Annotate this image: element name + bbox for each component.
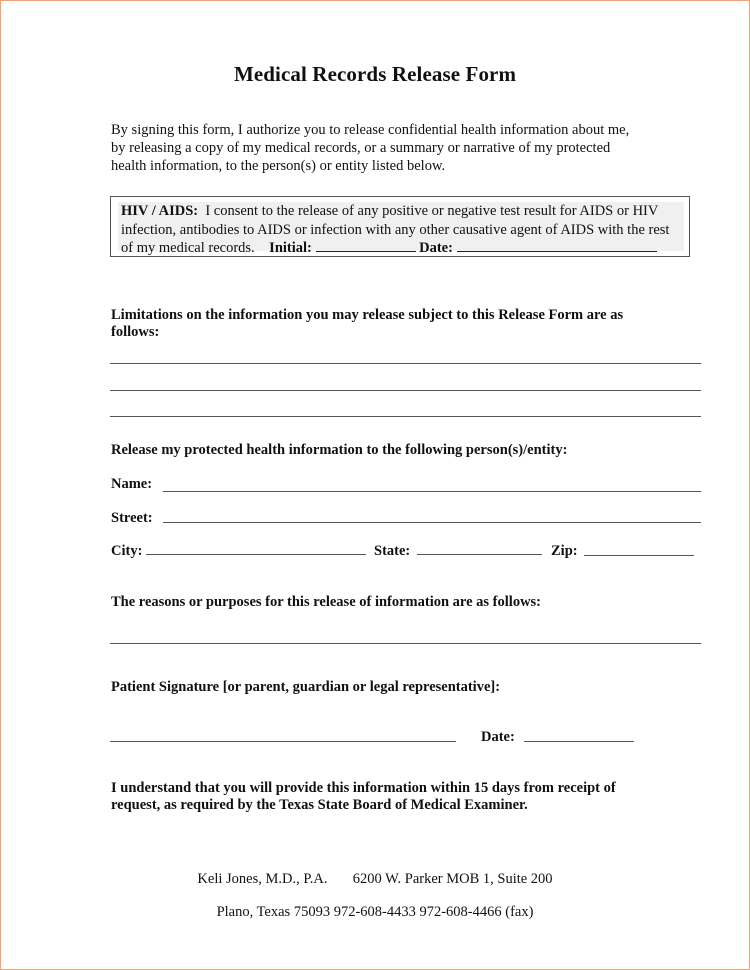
signature-date-field[interactable] (524, 741, 634, 742)
hiv-line-1: I consent to the release of any positive or negative test result for AIDS or HIV (205, 203, 659, 219)
signature-field[interactable] (110, 741, 456, 742)
street-label: Street: (111, 510, 153, 526)
hiv-consent-box (110, 196, 690, 257)
limitations-line-1[interactable] (110, 363, 701, 364)
practice-address: 6200 W. Parker MOB 1, Suite 200 (352, 871, 553, 887)
hiv-line-3: of my medical records. (121, 240, 255, 256)
intro-line: health information, to the person(s) or entity listed below. (111, 158, 446, 174)
footer-line-1 (0, 871, 750, 888)
city-field[interactable] (146, 554, 366, 555)
hiv-initial-field[interactable] (316, 239, 416, 252)
reasons-field[interactable] (110, 643, 701, 644)
limitations-line-3[interactable] (110, 416, 701, 417)
acknowledgement-text: I understand that you will provide this information within 15 days from receipt of request, as required by the Texas State Board of Medical Examiner. (111, 780, 616, 813)
hiv-date-field[interactable] (457, 239, 657, 252)
hiv-label: HIV / AIDS: (121, 203, 199, 219)
signature-date-label: Date: (481, 729, 515, 745)
intro-line: by releasing a copy of my medical records, or a summary or narrative of my protected (111, 140, 611, 156)
zip-label: Zip: (551, 543, 578, 559)
footer-line-2: Plano, Texas 75093 972-608-4433 972-608-4466 (fax) (216, 904, 534, 920)
state-label: State: (374, 543, 411, 559)
recipient-heading: Release my protected health information to the following person(s)/entity: (111, 442, 568, 458)
hiv-line-2: infection, antibodies to AIDS or infection with any other causative agent of AIDS with the rest (121, 221, 670, 238)
intro-paragraph (111, 121, 651, 175)
state-field[interactable] (417, 554, 542, 555)
intro-line: By signing this form, I authorize you to release confidential health information about me, (111, 122, 630, 138)
practice-name: Keli Jones, M.D., P.A. (197, 871, 328, 887)
city-label: City: (111, 543, 143, 559)
signature-heading: Patient Signature [or parent, guardian or legal representative]: (111, 679, 501, 695)
limitations-line-2[interactable] (110, 390, 701, 391)
hiv-initial-label: Initial: (269, 240, 312, 256)
hiv-date-label: Date: (419, 240, 453, 256)
limitations-heading: Limitations on the information you may release subject to this Release Form are as follows: (111, 307, 624, 340)
zip-field[interactable] (584, 555, 694, 556)
name-label: Name: (111, 476, 153, 492)
name-field[interactable] (163, 491, 701, 492)
page-title: Medical Records Release Form (233, 62, 517, 86)
hiv-consent-text (121, 202, 691, 258)
street-field[interactable] (163, 522, 701, 523)
reasons-heading: The reasons or purposes for this release of information are as follows: (111, 594, 542, 610)
